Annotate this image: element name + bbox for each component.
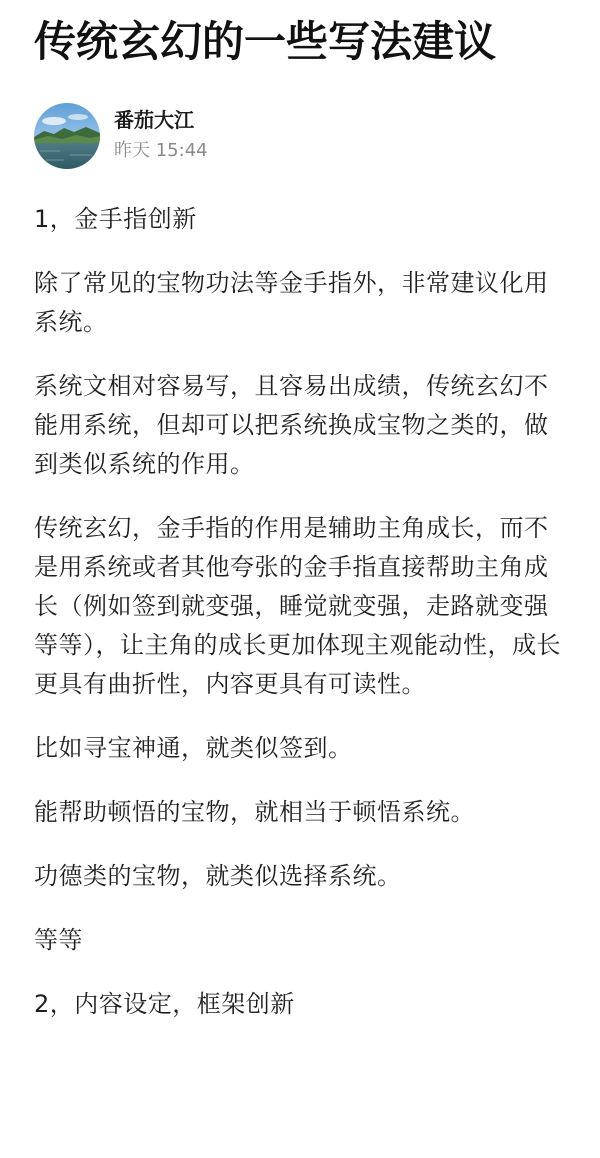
body-paragraph: 等等 <box>34 926 83 954</box>
body-paragraph: 传统玄幻，金手指的作用是辅助主角成长，而不是用系统或者其他夸张的金手指直接帮助主角成长（例如签到就变强，睡觉就变强，走路就变强等等），让主角的成长更加体现主观能动性，成长更具有曲折性，内容更具有可读性。 <box>34 514 561 698</box>
body-paragraph: 1，金手指创新 <box>34 205 197 233</box>
body-paragraph: 2，内容设定，框架创新 <box>34 990 295 1018</box>
article-body <box>34 200 570 1049</box>
article-title: 传统玄幻的一些写法建议 <box>34 17 497 66</box>
body-paragraph: 能帮助顿悟的宝物，就相当于顿悟系统。 <box>34 798 475 826</box>
body-paragraph: 除了常见的宝物功法等金手指外，非常建议化用系统。 <box>34 269 549 336</box>
lake-landscape-icon <box>34 103 100 169</box>
body-paragraph: 功德类的宝物，就类似选择系统。 <box>34 862 402 890</box>
author-avatar[interactable] <box>34 103 100 169</box>
author-name[interactable]: 番茄大江 <box>114 108 194 132</box>
author-info[interactable] <box>34 103 574 169</box>
post-timestamp: 昨天 15:44 <box>114 140 208 161</box>
body-paragraph: 比如寻宝神通，就类似签到。 <box>34 734 353 762</box>
body-paragraph: 系统文相对容易写，且容易出成绩，传统玄幻不能用系统，但却可以把系统换成宝物之类的，做到类似系统的作用。 <box>34 372 549 478</box>
